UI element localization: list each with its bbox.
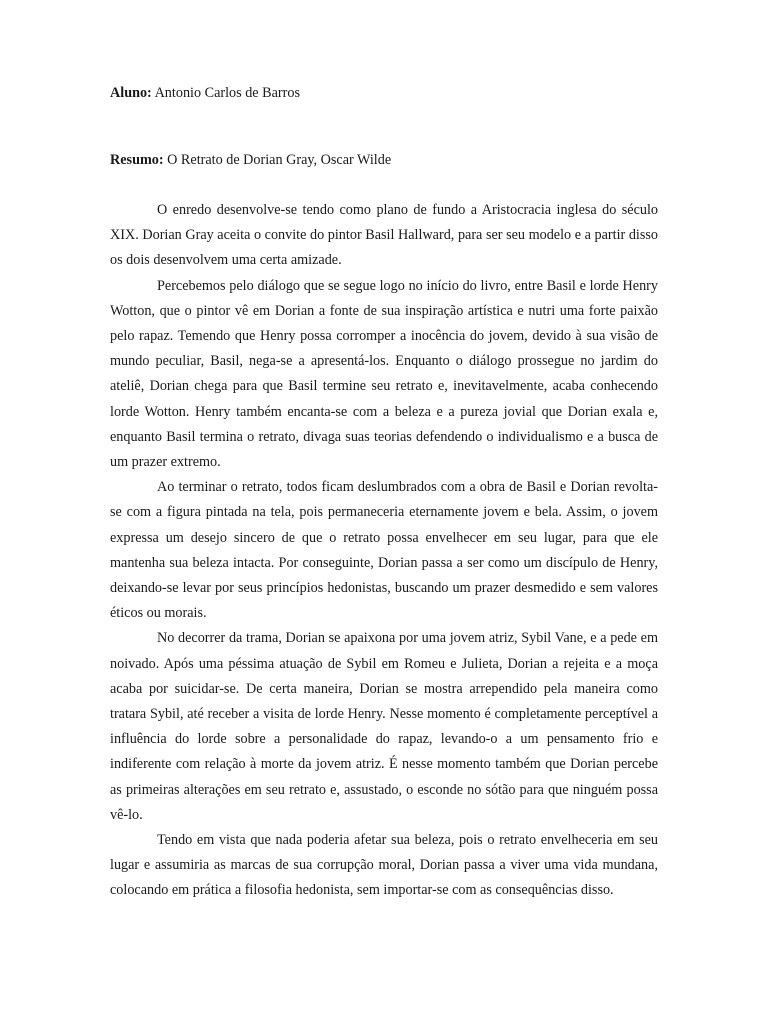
student-name: Antonio Carlos de Barros — [154, 85, 300, 101]
student-label: Aluno: — [110, 85, 152, 101]
document-page — [110, 78, 658, 904]
paragraph-1: O enredo desenvolve-se tendo como plano de fundo a Aristocracia inglesa do século XIX. Dorian Gray aceita o convite do pintor Basil Hallward, para ser seu modelo e a partir disso os dois desenvolvem uma certa amizade. — [110, 202, 658, 269]
paragraph-4: No decorrer da trama, Dorian se apaixona por uma jovem atriz, Sybil Vane, e a pede em noivado. Após uma péssima atuação de Sybil em Romeu e Julieta, Dorian a rejeita e a moça acaba por suicidar-se. De certa maneira, Dorian se mostra arrependido pela maneira como tratara Sybil, até receber a visita de lorde Henry. Nesse momento é completamente perceptível a influência do lorde sobre a personalidade do rapaz, levando-o a um pensamento frio e indiferente com relação à morte da jovem atriz. É nesse momento também que Dorian percebe as primeiras alterações em seu retrato e, assustado, o esconde no sótão para que ninguém possa vê-lo. — [110, 630, 658, 823]
student-line — [110, 83, 658, 103]
paragraph-2: Percebemos pelo diálogo que se segue logo no início do livro, entre Basil e lorde Henry Wotton, que o pintor vê em Dorian a fonte de sua inspiração artística e nutri uma forte paixão pelo rapaz. Temendo que Henry possa corromper a inocência do jovem, devido à sua visão de mundo peculiar, Basil, nega-se a apresentá-los. Enquanto o diálogo prossegue no jardim do ateliê, Dorian chega para que Basil termine seu retrato e, inevitavelmente, acaba conhecendo lorde Wotton. Henry também encanta-se com a beleza e a pureza jovial que Dorian exala e, enquanto Basil termina o retrato, divaga suas teorias defendendo o individualismo e a busca de um prazer extremo. — [110, 277, 658, 471]
summary-title: O Retrato de Dorian Gray, Oscar Wilde — [167, 152, 392, 168]
summary-body — [110, 198, 658, 904]
summary-line — [110, 150, 658, 170]
paragraph-5: Tendo em vista que nada poderia afetar sua beleza, pois o retrato envelheceria em seu lugar e assumiria as marcas de sua corrupção moral, Dorian passa a viver uma vida mundana, colocando em prática a filosofia hedonista, sem importar-se com as consequências disso. — [110, 832, 658, 899]
summary-label: Resumo: — [110, 152, 164, 168]
paragraph-3: Ao terminar o retrato, todos ficam deslumbrados com a obra de Basil e Dorian revolta-se com a figura pintada na tela, pois permaneceria eternamente jovem e bela. Assim, o jovem expressa um desejo sincero de que o retrato possa envelhecer em seu lugar, para que ele mantenha sua beleza intacta. Por conseguinte, Dorian passa a ser como um discípulo de Henry, deixando-se levar por seus princípios hedonistas, buscando um prazer desmedido e sem valores éticos ou morais. — [110, 479, 658, 622]
